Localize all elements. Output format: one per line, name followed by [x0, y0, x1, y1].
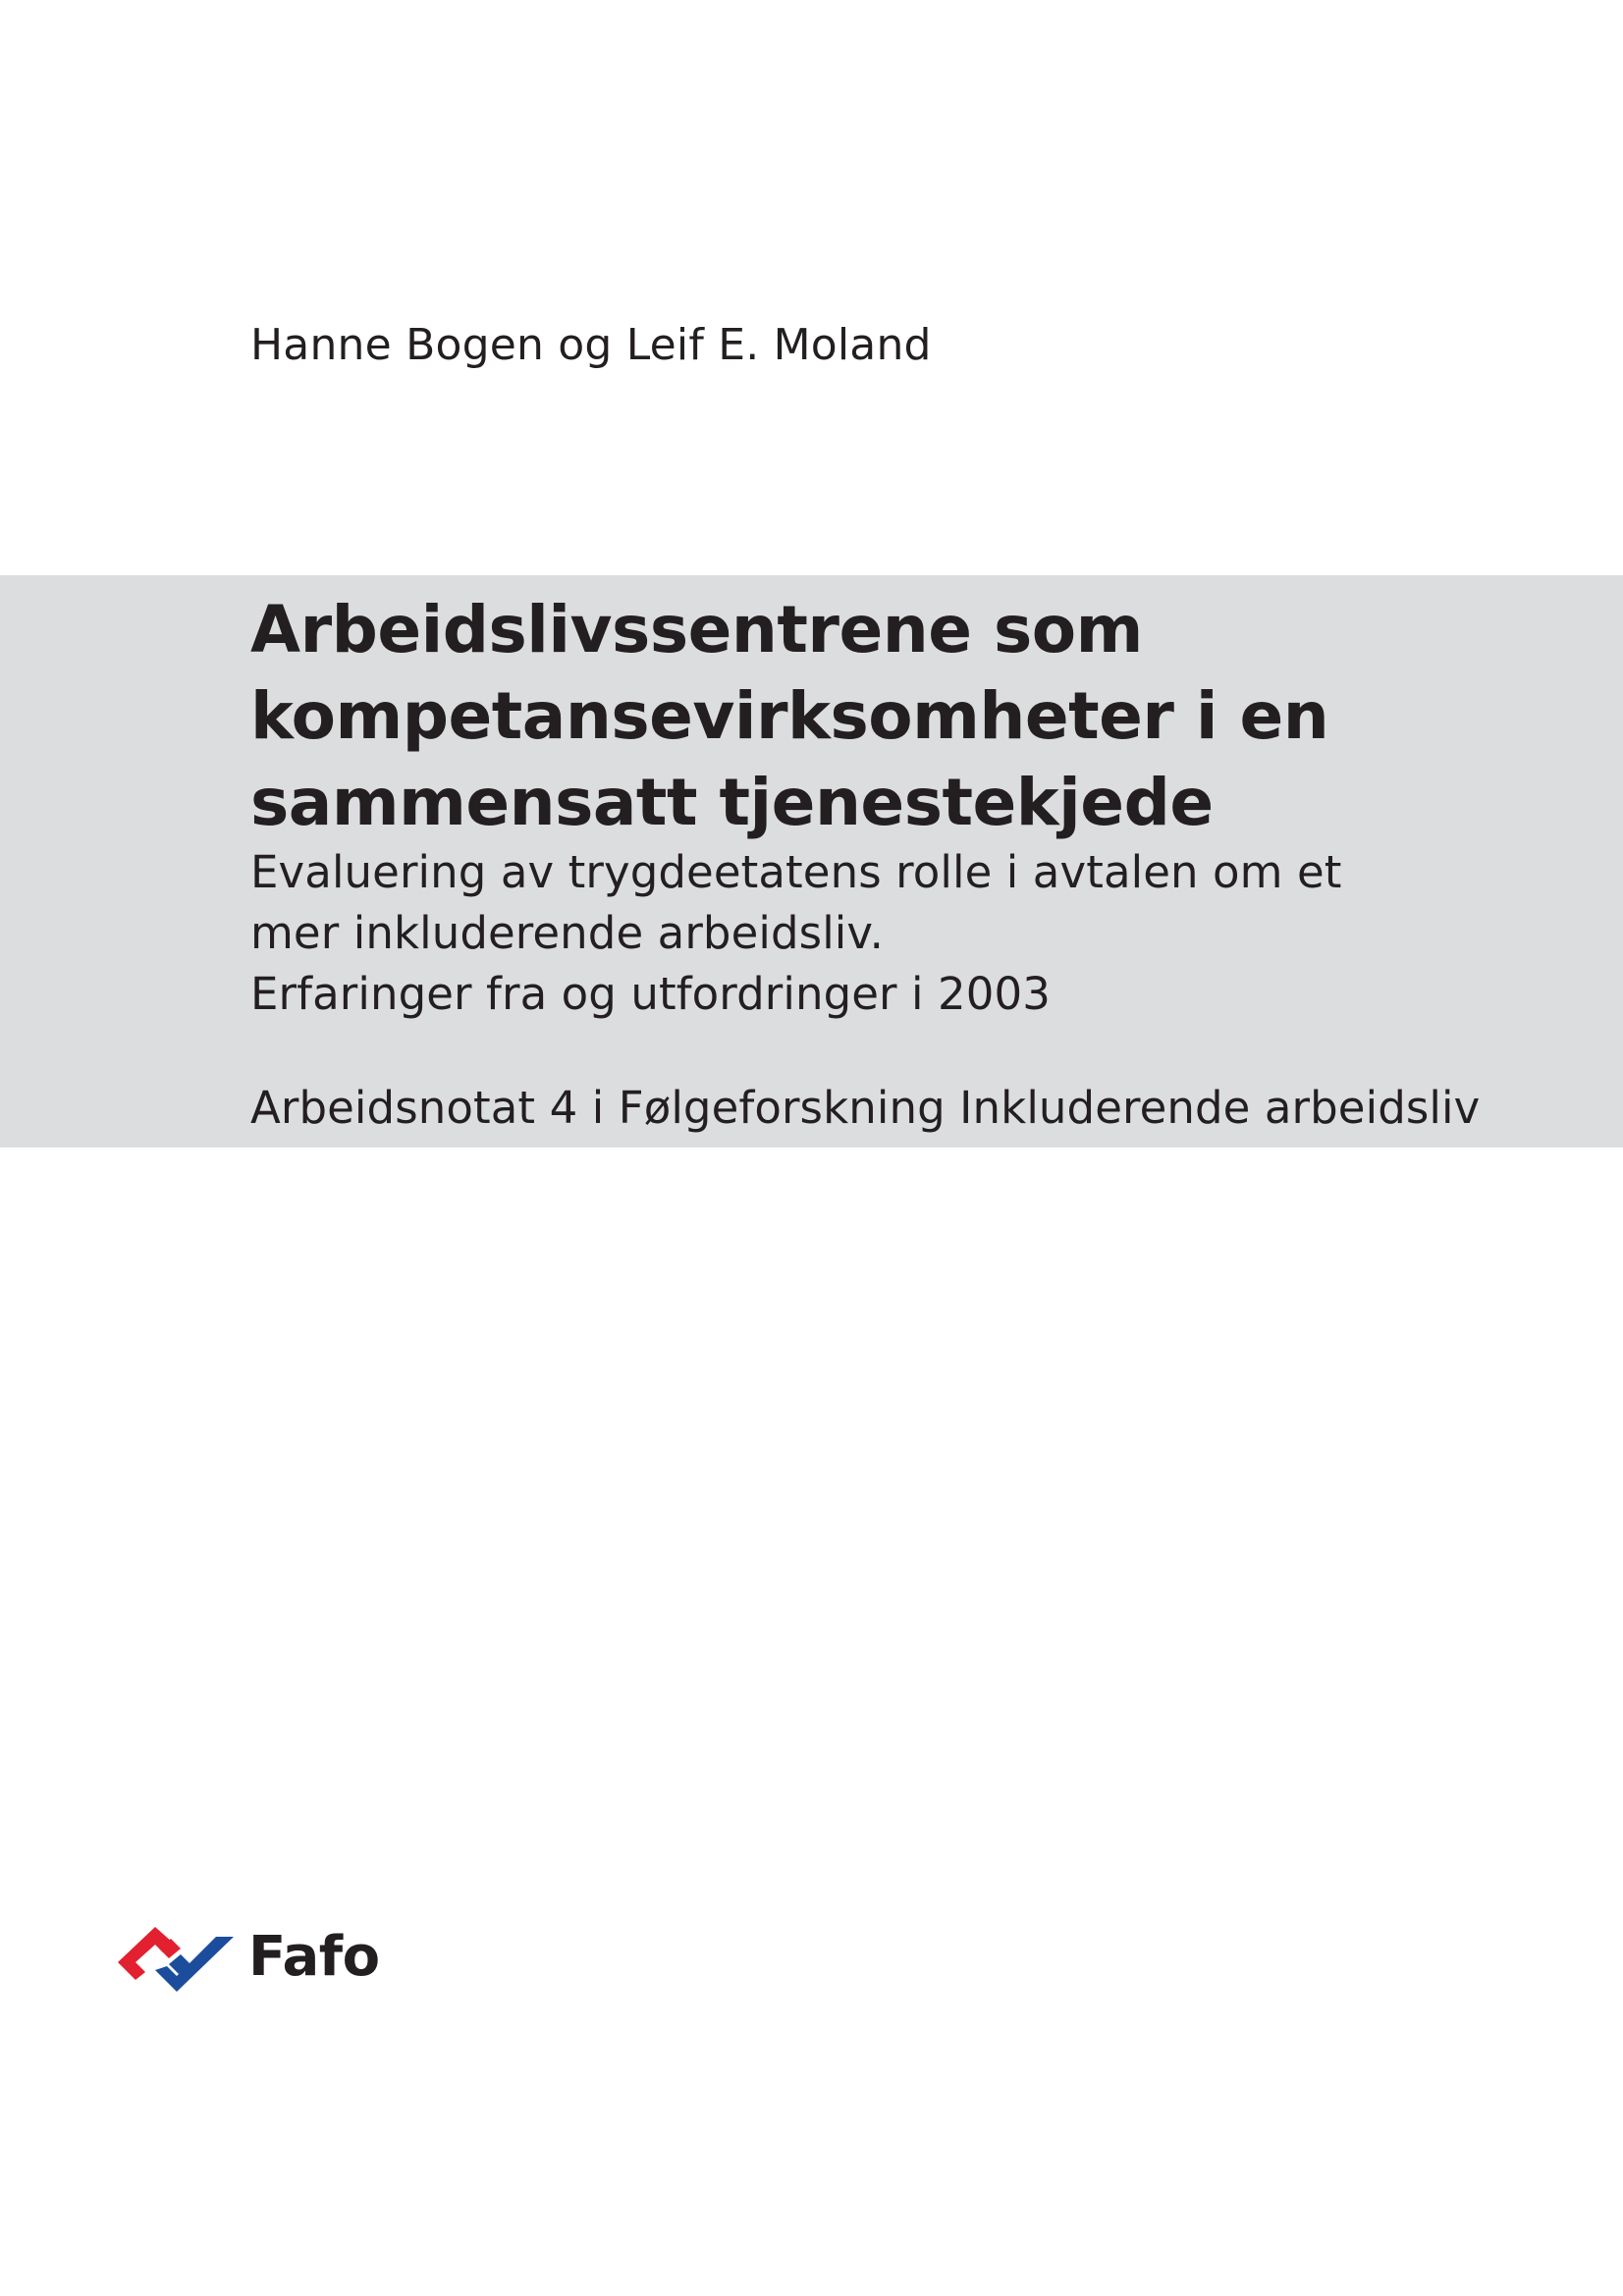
- title-line: kompetansevirksomheter i en: [250, 678, 1329, 754]
- subtitle-line: Evaluering av trygdeetatens rolle i avtalen om et: [250, 846, 1342, 898]
- publisher-logo: [116, 1919, 381, 2002]
- title-line: Arbeidslivssentrene som: [250, 592, 1143, 667]
- fafo-logo-icon: [116, 1919, 239, 2002]
- document-subtitle: [250, 842, 1586, 1025]
- document-title: [250, 587, 1566, 846]
- series-label: Arbeidsnotat 4 i Følgeforskning Inkluderende arbeidsliv: [250, 1082, 1481, 1134]
- title-line: sammensatt tjenestekjede: [250, 765, 1214, 840]
- subtitle-line: Erfaringer fra og utfordringer i 2003: [250, 968, 1051, 1020]
- authors: Hanne Bogen og Leif E. Moland: [250, 320, 932, 370]
- subtitle-line: mer inkluderende arbeidsliv.: [250, 907, 885, 959]
- publisher-name: Fafo: [248, 1925, 380, 1989]
